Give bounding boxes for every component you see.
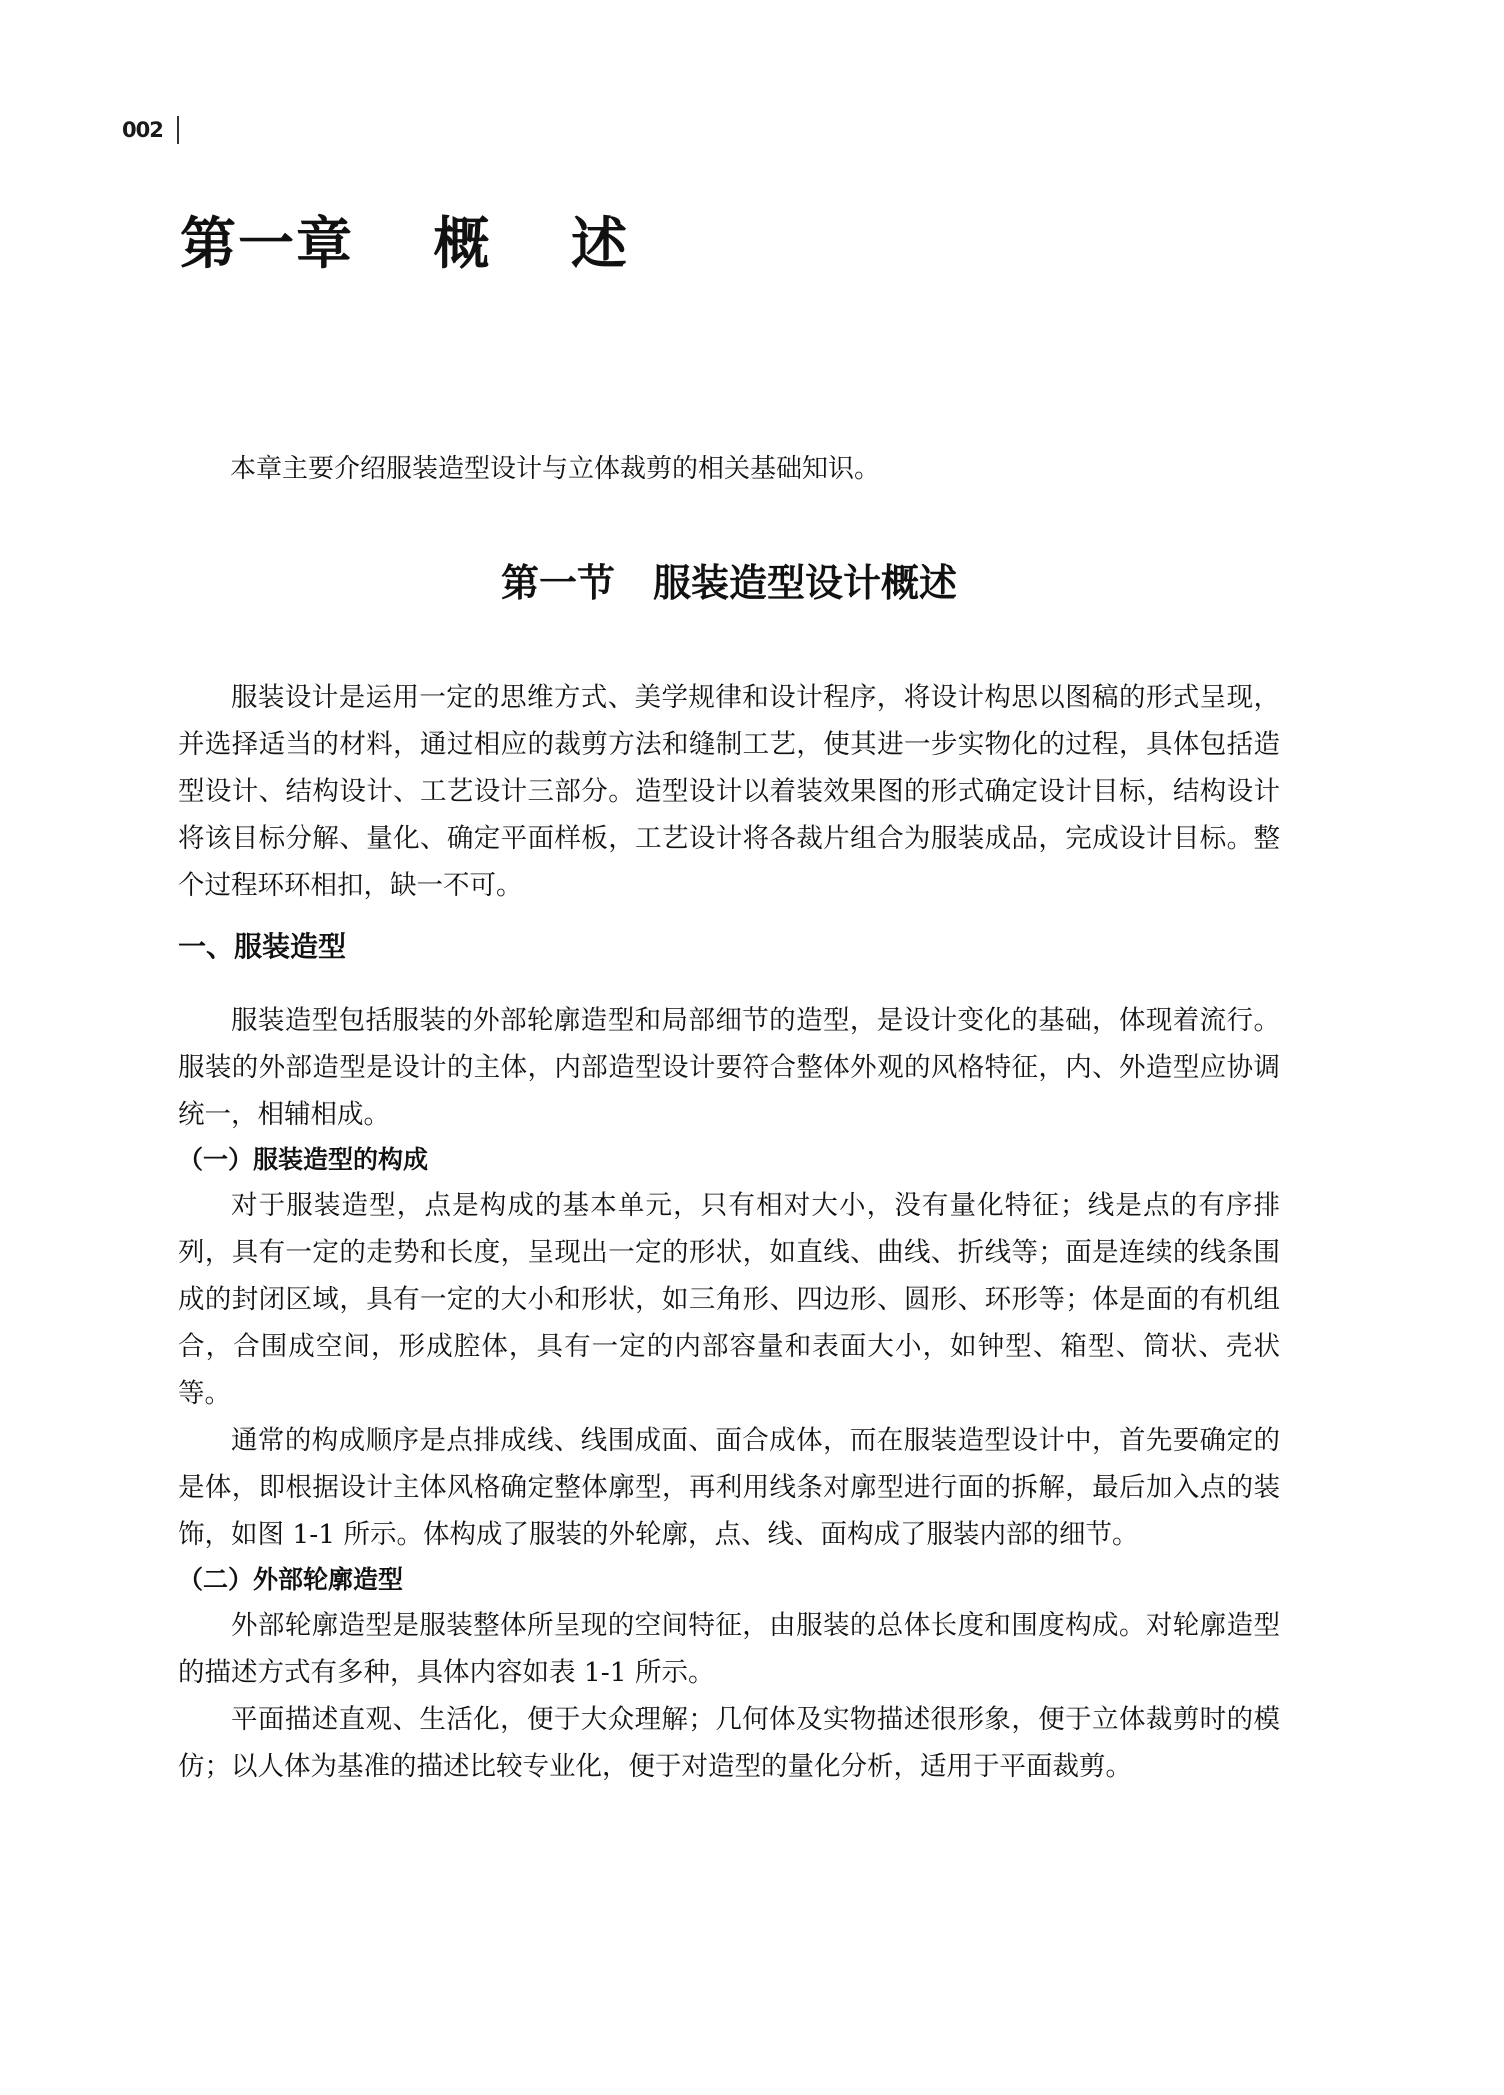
paragraph-outer-contour: 外部轮廓造型是服装整体所呈现的空间特征，由服装的总体长度和围度构成。对轮廓造型的描述方式有多种，具体内容如表 1-1 所示。	[178, 1610, 1280, 1688]
paragraph-composition-order: 通常的构成顺序是点排成线、线围成面、面合成体，而在服装造型设计中，首先要确定的是体，即根据设计主体风格确定整体廓型，再利用线条对廓型进行面的拆解，最后加入点的装饰，如图 1-1 所示。体构成了服装的外轮廓，点、线、面构成了服装内部的细节。	[178, 1425, 1280, 1550]
section-title: 第一节 服装造型设计概述	[500, 561, 957, 605]
chapter-title: 第一章 概 述	[180, 212, 629, 277]
paragraph-description-methods: 平面描述直观、生活化，便于大众理解；几何体及实物描述很形象，便于立体裁剪时的模仿；以人体为基准的描述比较专业化，便于对造型的量化分析，适用于平面裁剪。	[178, 1704, 1280, 1782]
body-text-block-2	[178, 923, 1280, 971]
subheading-shape-composition: （一）服装造型的构成	[178, 1145, 429, 1174]
subheading-outer-contour: （二）外部轮廓造型	[178, 1565, 404, 1594]
paragraph-clothing-shape: 服装造型包括服装的外部轮廓造型和局部细节的造型，是设计变化的基础，体现着流行。服装的外部造型是设计的主体，内部造型设计要符合整体外观的风格特征，内、外造型应协调统一，相辅相成。	[178, 1005, 1280, 1130]
header-divider	[177, 116, 179, 144]
paragraph-point-line-plane: 对于服装造型，点是构成的基本单元，只有相对大小，没有量化特征；线是点的有序排列，具有一定的走势和长度，呈现出一定的形状，如直线、曲线、折线等；面是连续的线条围成的封闭区域，具有一定的大小和形状，如三角形、四边形、圆形、环形等；体是面的有机组合，合围成空间，形成腔体，具有一定的内部容量和表面大小，如钟型、箱型、筒状、壳状等。	[178, 1190, 1280, 1409]
page-header	[122, 115, 179, 145]
body-text-block-3	[178, 997, 1280, 1790]
body-text-block	[178, 674, 1280, 909]
page-number: 002	[122, 118, 163, 142]
paragraph-design-overview: 服装设计是运用一定的思维方式、美学规律和设计程序，将设计构思以图稿的形式呈现，并选择适当的材料，通过相应的裁剪方法和缝制工艺，使其进一步实物化的过程，具体包括造型设计、结构设计、工艺设计三部分。造型设计以着装效果图的形式确定设计目标，结构设计将该目标分解、量化、确定平面样板，工艺设计将各裁片组合为服装成品，完成设计目标。整个过程环环相扣，缺一不可。	[178, 682, 1280, 901]
chapter-intro: 本章主要介绍服装造型设计与立体裁剪的相关基础知识。	[230, 454, 881, 484]
heading-clothing-shape: 一、服装造型	[178, 930, 347, 963]
